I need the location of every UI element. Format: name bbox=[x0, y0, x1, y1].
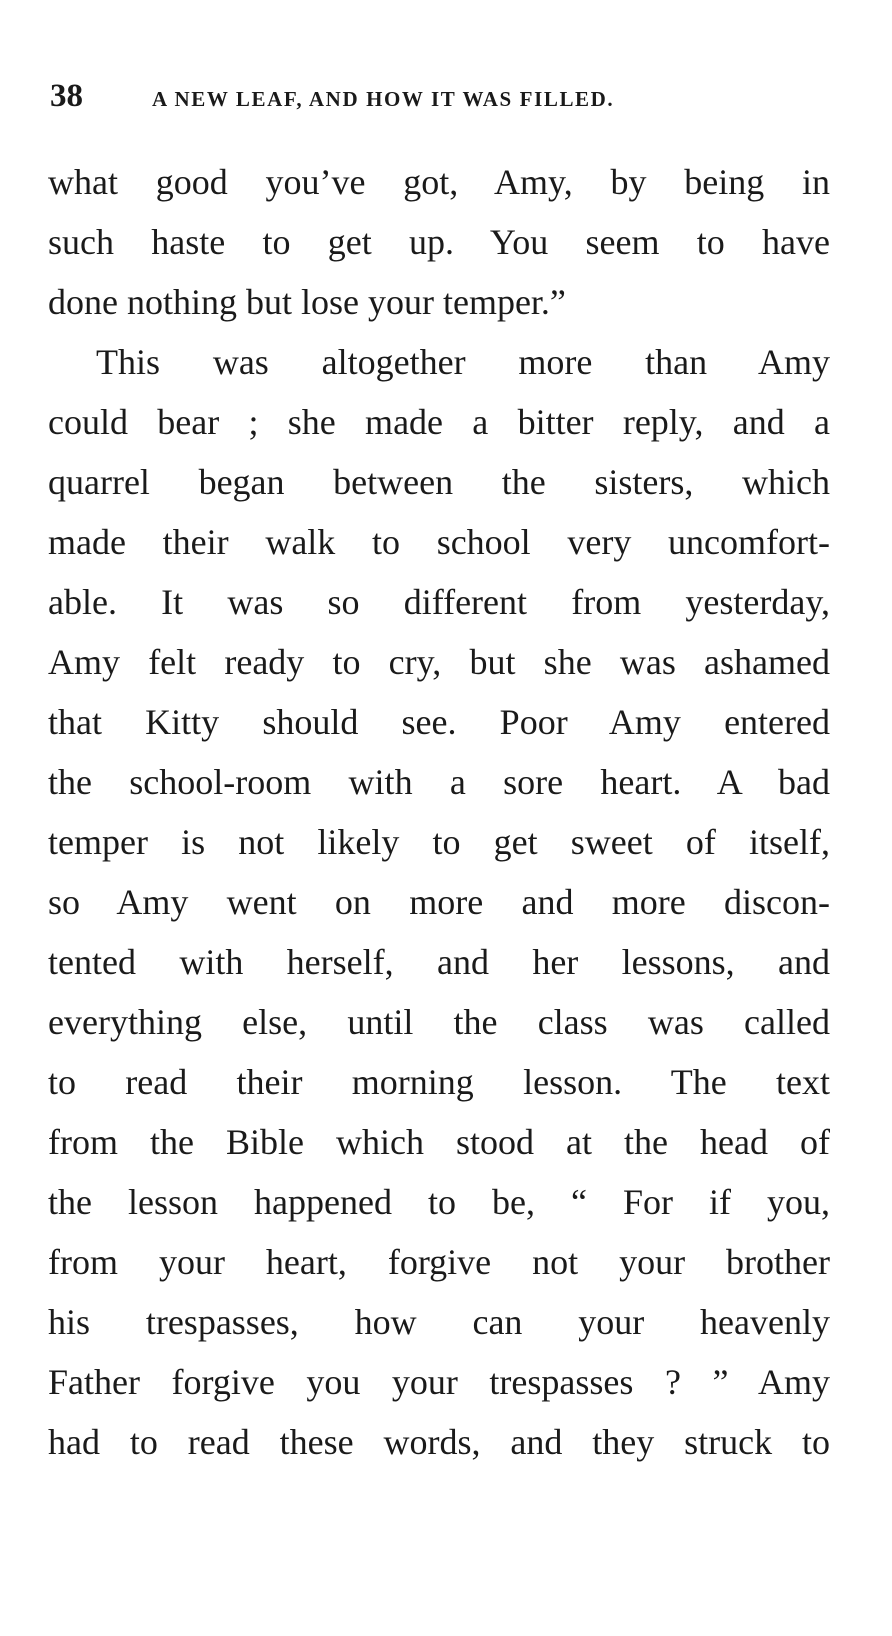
running-head bbox=[50, 76, 840, 116]
text-line: so Amy went on more and more discon- bbox=[48, 882, 830, 922]
text-line: This was altogether more than Amy bbox=[96, 342, 830, 382]
text-line: had to read these words, and they struck to bbox=[48, 1422, 830, 1462]
text-line: the school-room with a sore heart. A bad bbox=[48, 762, 830, 802]
running-title: A NEW LEAF, AND HOW IT WAS FILLED. bbox=[152, 87, 615, 111]
body-text bbox=[48, 152, 830, 1472]
text-line: that Kitty should see. Poor Amy entered bbox=[48, 702, 830, 742]
page-number: 38 bbox=[50, 78, 83, 114]
text-line: such haste to get up. You seem to have bbox=[48, 222, 830, 262]
text-line: done nothing but lose your temper.” bbox=[48, 282, 566, 322]
text-line: Father forgive you your trespasses ? ” Amy bbox=[48, 1362, 830, 1402]
text-line: could bear ; she made a bitter reply, and a bbox=[48, 402, 830, 442]
text-line: the lesson happened to be, “ For if you, bbox=[48, 1182, 830, 1222]
text-line: tented with herself, and her lessons, and bbox=[48, 942, 830, 982]
text-line: what good you’ve got, Amy, by being in bbox=[48, 162, 830, 202]
text-line: made their walk to school very uncomfort- bbox=[48, 522, 830, 562]
text-line: his trespasses, how can your heavenly bbox=[48, 1302, 830, 1342]
text-line: from your heart, forgive not your brother bbox=[48, 1242, 830, 1282]
text-line: from the Bible which stood at the head of bbox=[48, 1122, 830, 1162]
text-line: able. It was so different from yesterday, bbox=[48, 582, 830, 622]
text-line: to read their morning lesson. The text bbox=[48, 1062, 830, 1102]
text-line: temper is not likely to get sweet of itself, bbox=[48, 822, 830, 862]
text-line: Amy felt ready to cry, but she was ashamed bbox=[48, 642, 830, 682]
text-line: everything else, until the class was called bbox=[48, 1002, 830, 1042]
text-line: quarrel began between the sisters, which bbox=[48, 462, 830, 502]
